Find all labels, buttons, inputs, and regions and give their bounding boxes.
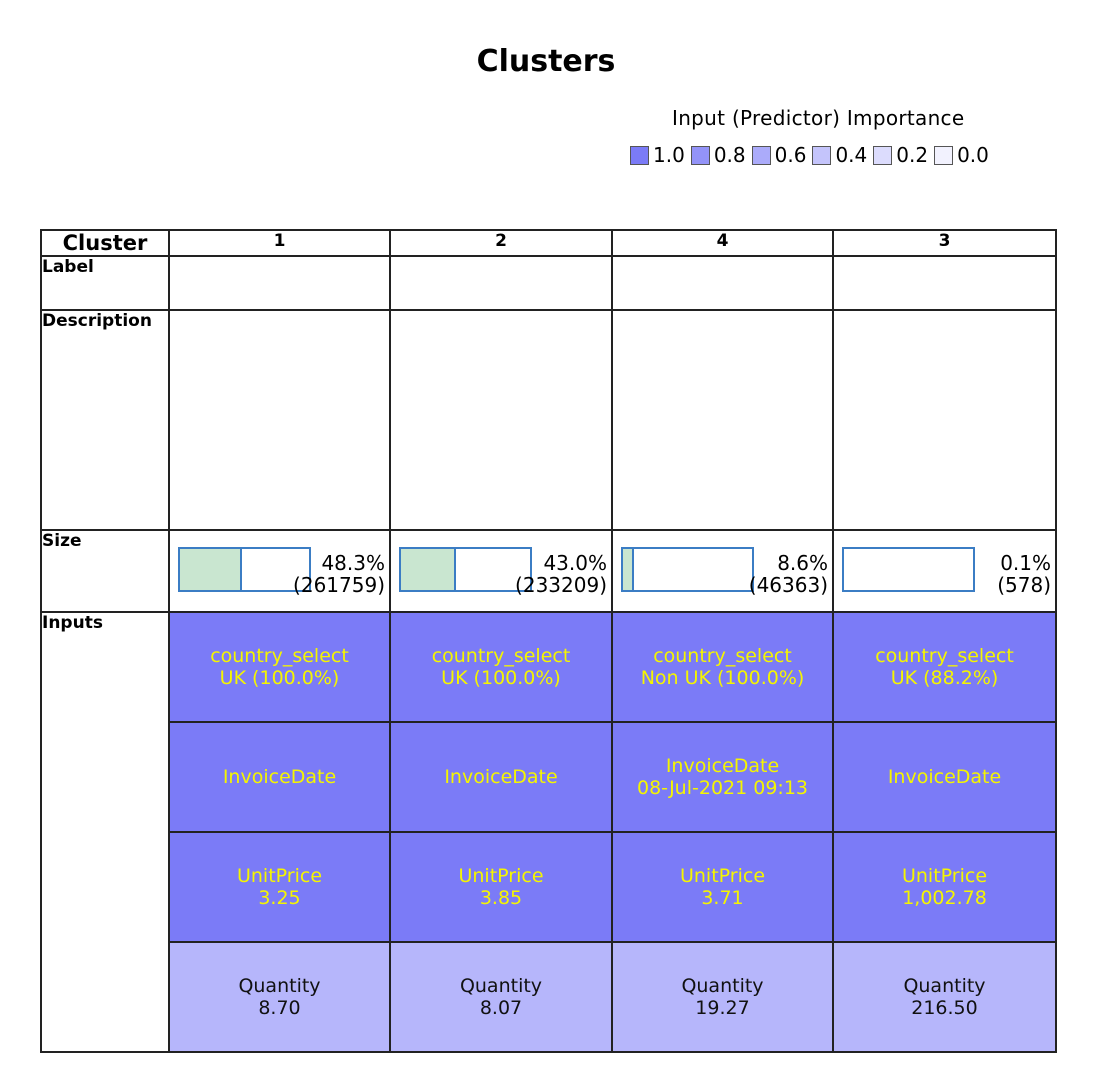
input-value: 3.25 xyxy=(258,887,301,909)
cluster-id-header[interactable]: 3 xyxy=(833,230,1056,256)
size-count: (46363) xyxy=(748,573,828,597)
input-name: UnitPrice xyxy=(901,865,988,887)
legend-item xyxy=(630,143,685,167)
legend-swatch xyxy=(691,146,710,165)
cluster-description-cell[interactable] xyxy=(390,310,612,530)
input-cell-country-select[interactable] xyxy=(612,612,833,722)
input-name: InvoiceDate xyxy=(444,766,558,788)
cluster-table xyxy=(40,229,1057,1053)
input-value: 1,002.78 xyxy=(902,887,987,909)
input-cell-unit-price[interactable] xyxy=(833,832,1056,942)
cluster-id-header[interactable]: 1 xyxy=(169,230,390,256)
legend-label: 1.0 xyxy=(653,143,685,167)
legend-swatch xyxy=(752,146,771,165)
input-name: InvoiceDate xyxy=(222,766,337,788)
size-count: (233209) xyxy=(515,573,607,597)
row-label-description: Description xyxy=(41,310,169,530)
legend-label: 0.8 xyxy=(713,143,746,167)
row-label-size: Size xyxy=(41,530,169,612)
input-name: country_select xyxy=(210,645,349,667)
cluster-label-cell[interactable] xyxy=(833,256,1056,310)
cluster-size-cell[interactable] xyxy=(390,530,612,612)
page-title: Clusters xyxy=(476,44,616,79)
legend-label: 0.4 xyxy=(835,143,868,167)
legend-item xyxy=(934,143,989,167)
cluster-size-cell[interactable] xyxy=(612,530,833,612)
legend-label: 0.6 xyxy=(774,143,807,167)
size-bar-fill xyxy=(180,549,242,590)
input-name: InvoiceDate xyxy=(665,755,780,777)
input-value: 8.70 xyxy=(258,997,301,1019)
input-cell-unit-price[interactable] xyxy=(612,832,833,942)
input-value: UK (88.2%) xyxy=(890,667,999,689)
cluster-header: Cluster xyxy=(41,230,169,256)
cluster-id-header[interactable]: 2 xyxy=(390,230,612,256)
input-value: Non UK (100.0%) xyxy=(640,667,805,689)
size-percent: 48.3% xyxy=(321,551,385,575)
legend-label: 0.2 xyxy=(896,143,929,167)
input-name: UnitPrice xyxy=(679,865,766,887)
input-name: country_select xyxy=(653,645,792,667)
input-name: Quantity xyxy=(459,975,543,997)
row-label-label: Label xyxy=(41,256,169,310)
legend-swatch xyxy=(873,146,892,165)
input-cell-invoice-date[interactable] xyxy=(169,722,390,832)
legend-item xyxy=(752,143,807,167)
input-name: Quantity xyxy=(903,975,986,997)
size-count: (261759) xyxy=(293,573,385,597)
input-name: InvoiceDate xyxy=(887,766,1002,788)
size-count: (578) xyxy=(997,573,1051,597)
input-value: 08-Jul-2021 09:13 xyxy=(636,777,809,799)
input-value: 3.71 xyxy=(701,887,744,909)
cluster-label-cell[interactable] xyxy=(169,256,390,310)
input-value: 8.07 xyxy=(479,997,523,1019)
legend-item xyxy=(873,143,928,167)
input-cell-invoice-date[interactable] xyxy=(833,722,1056,832)
input-cell-country-select[interactable] xyxy=(169,612,390,722)
cluster-size-cell[interactable] xyxy=(833,530,1056,612)
input-cell-country-select[interactable] xyxy=(833,612,1056,722)
size-bar-fill xyxy=(401,549,456,590)
input-name: Quantity xyxy=(238,975,321,997)
legend-item xyxy=(812,143,867,167)
input-cell-quantity[interactable] xyxy=(833,942,1056,1052)
importance-legend xyxy=(630,143,995,167)
cluster-label-cell[interactable] xyxy=(390,256,612,310)
cluster-description-cell[interactable] xyxy=(612,310,833,530)
legend-item xyxy=(691,143,746,167)
legend-swatch xyxy=(812,146,831,165)
cluster-description-cell[interactable] xyxy=(833,310,1056,530)
size-percent: 0.1% xyxy=(1000,551,1051,575)
input-value: UK (100.0%) xyxy=(441,667,561,689)
input-name: UnitPrice xyxy=(236,865,323,887)
input-cell-unit-price[interactable] xyxy=(169,832,390,942)
size-percent: 43.0% xyxy=(543,551,607,575)
legend-swatch xyxy=(630,146,649,165)
input-name: country_select xyxy=(875,645,1014,667)
size-bar xyxy=(178,547,311,592)
input-cell-unit-price[interactable] xyxy=(390,832,612,942)
input-name: UnitPrice xyxy=(458,865,544,887)
input-cell-invoice-date[interactable] xyxy=(612,722,833,832)
row-label-inputs: Inputs xyxy=(41,612,169,1052)
input-cell-quantity[interactable] xyxy=(390,942,612,1052)
input-name: country_select xyxy=(431,645,571,667)
cluster-label-cell[interactable] xyxy=(612,256,833,310)
size-bar xyxy=(621,547,754,592)
input-cell-country-select[interactable] xyxy=(390,612,612,722)
cluster-id-header[interactable]: 4 xyxy=(612,230,833,256)
input-value: 216.50 xyxy=(911,997,978,1019)
cluster-size-cell[interactable] xyxy=(169,530,390,612)
input-cell-quantity[interactable] xyxy=(612,942,833,1052)
size-bar xyxy=(842,547,975,592)
size-bar-fill xyxy=(623,549,634,590)
cluster-description-cell[interactable] xyxy=(169,310,390,530)
input-name: Quantity xyxy=(681,975,764,997)
legend-title: Input (Predictor) Importance xyxy=(672,106,965,130)
input-value: 3.85 xyxy=(479,887,523,909)
legend-swatch xyxy=(934,146,953,165)
input-cell-invoice-date[interactable] xyxy=(390,722,612,832)
size-bar xyxy=(399,547,532,592)
input-value: 19.27 xyxy=(695,997,750,1019)
size-percent: 8.6% xyxy=(777,551,828,575)
legend-label: 0.0 xyxy=(957,143,989,167)
input-cell-quantity[interactable] xyxy=(169,942,390,1052)
input-value: UK (100.0%) xyxy=(219,667,340,689)
